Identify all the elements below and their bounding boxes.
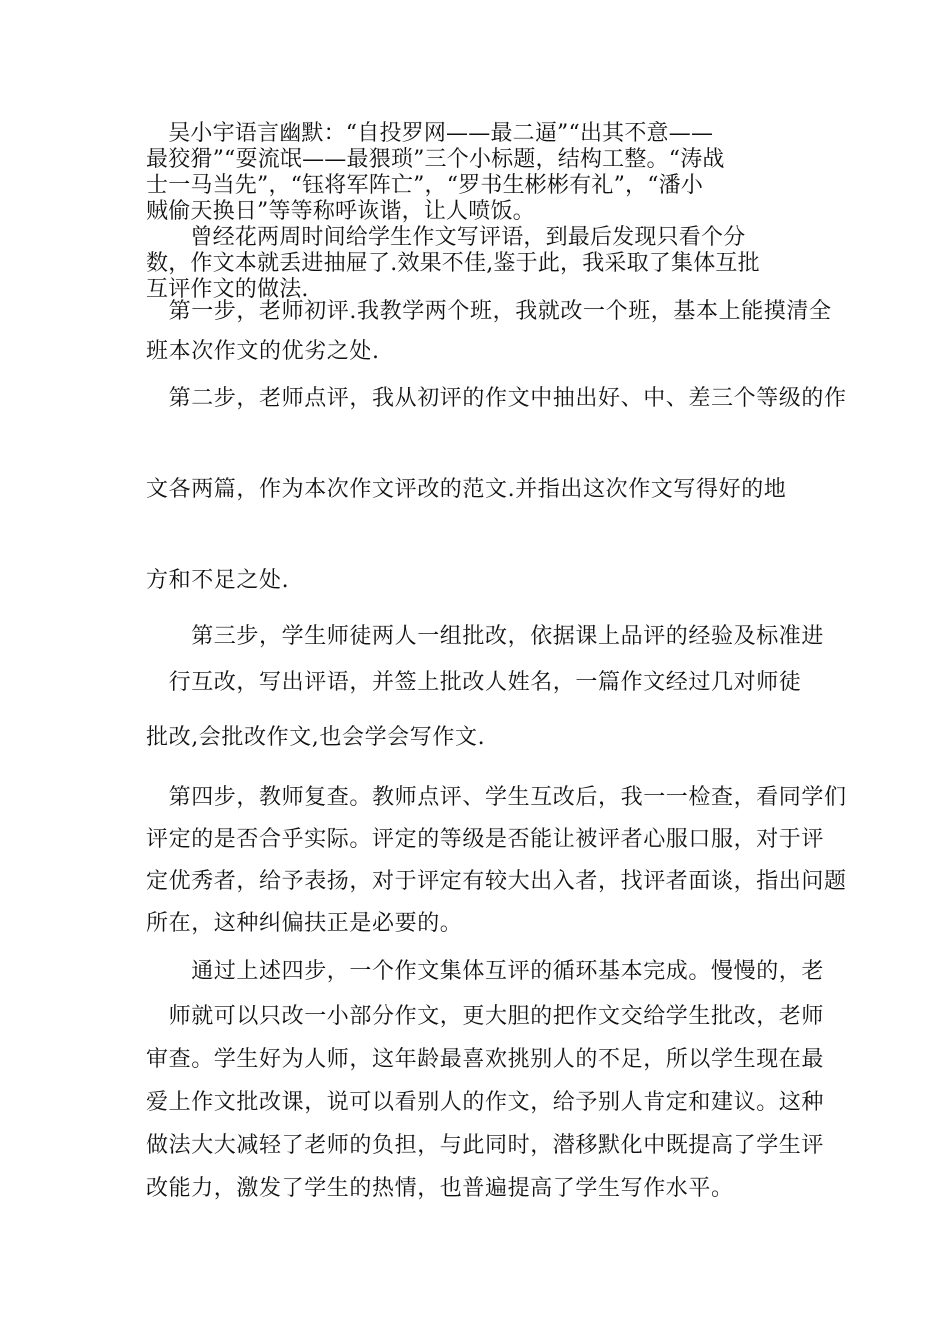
text-line: 贼偷天换日”等等称呼诙谐，让人喷饭。 — [146, 199, 535, 224]
text-line: 评定的是否合乎实际。评定的等级是否能让被评者心服口服，对于评 — [146, 827, 825, 852]
text-line: 第三步，学生师徒两人一组批改，依据课上品评的经验及标准进 — [146, 624, 825, 649]
text-line: 改能力，激发了学生的热情，也普遍提高了学生写作水平。 — [146, 1176, 734, 1201]
text-line: 师就可以只改一小部分作文，更大胆的把作文交给学生批改，老师 — [146, 1004, 825, 1029]
text-line: 批改,会批改作文,也会学会写作文. — [146, 725, 486, 750]
text-line: 曾经花两周时间给学生作文写评语，到最后发现只看个分 — [146, 225, 746, 250]
text-line: 行互改，写出评语，并签上批改人姓名，一篇作文经过几对师徒 — [146, 670, 802, 695]
text-line: 吴小宇语言幽默：“自投罗网——最二逼”“出其不意—— — [146, 121, 714, 146]
text-line: 审查。学生好为人师，这年龄最喜欢挑别人的不足，所以学生现在最 — [146, 1047, 825, 1072]
text-line: 做法大大减轻了老师的负担，与此同时，潜移默化中既提高了学生评 — [146, 1133, 825, 1158]
text-line: 班本次作文的优劣之处. — [146, 339, 380, 364]
text-line: 数，作文本就丢进抽屉了.效果不佳,鉴于此，我采取了集体互批 — [146, 251, 760, 276]
text-line: 通过上述四步，一个作文集体互评的循环基本完成。慢慢的，老 — [146, 959, 825, 984]
text-line: 第一步，老师初评.我教学两个班，我就改一个班，基本上能摸清全 — [146, 299, 832, 324]
text-line: 爱上作文批改课，说可以看别人的作文，给予别人肯定和建议。这种 — [146, 1090, 825, 1115]
text-line: 士一马当先”，“钰将军阵亡”，“罗书生彬彬有礼”，“潘小 — [146, 173, 704, 198]
text-line: 第二步，老师点评，我从初评的作文中抽出好、中、差三个等级的作 — [146, 386, 847, 411]
text-line: 最狡猾”“耍流氓——最猥琐”三个小标题，结构工整。“涛战 — [146, 147, 725, 172]
text-line: 第四步，教师复查。教师点评、学生互改后，我一一检查，看同学们 — [146, 785, 847, 810]
text-line: 定优秀者，给予表扬，对于评定有较大出入者，找评者面谈，指出问题 — [146, 869, 847, 894]
text-line: 文各两篇，作为本次作文评改的范文.并指出这次作文写得好的地 — [146, 477, 787, 502]
text-line: 方和不足之处. — [146, 568, 290, 593]
text-line: 互评作文的做法. — [146, 277, 309, 302]
text-line: 所在，这种纠偏扶正是必要的。 — [146, 911, 463, 936]
